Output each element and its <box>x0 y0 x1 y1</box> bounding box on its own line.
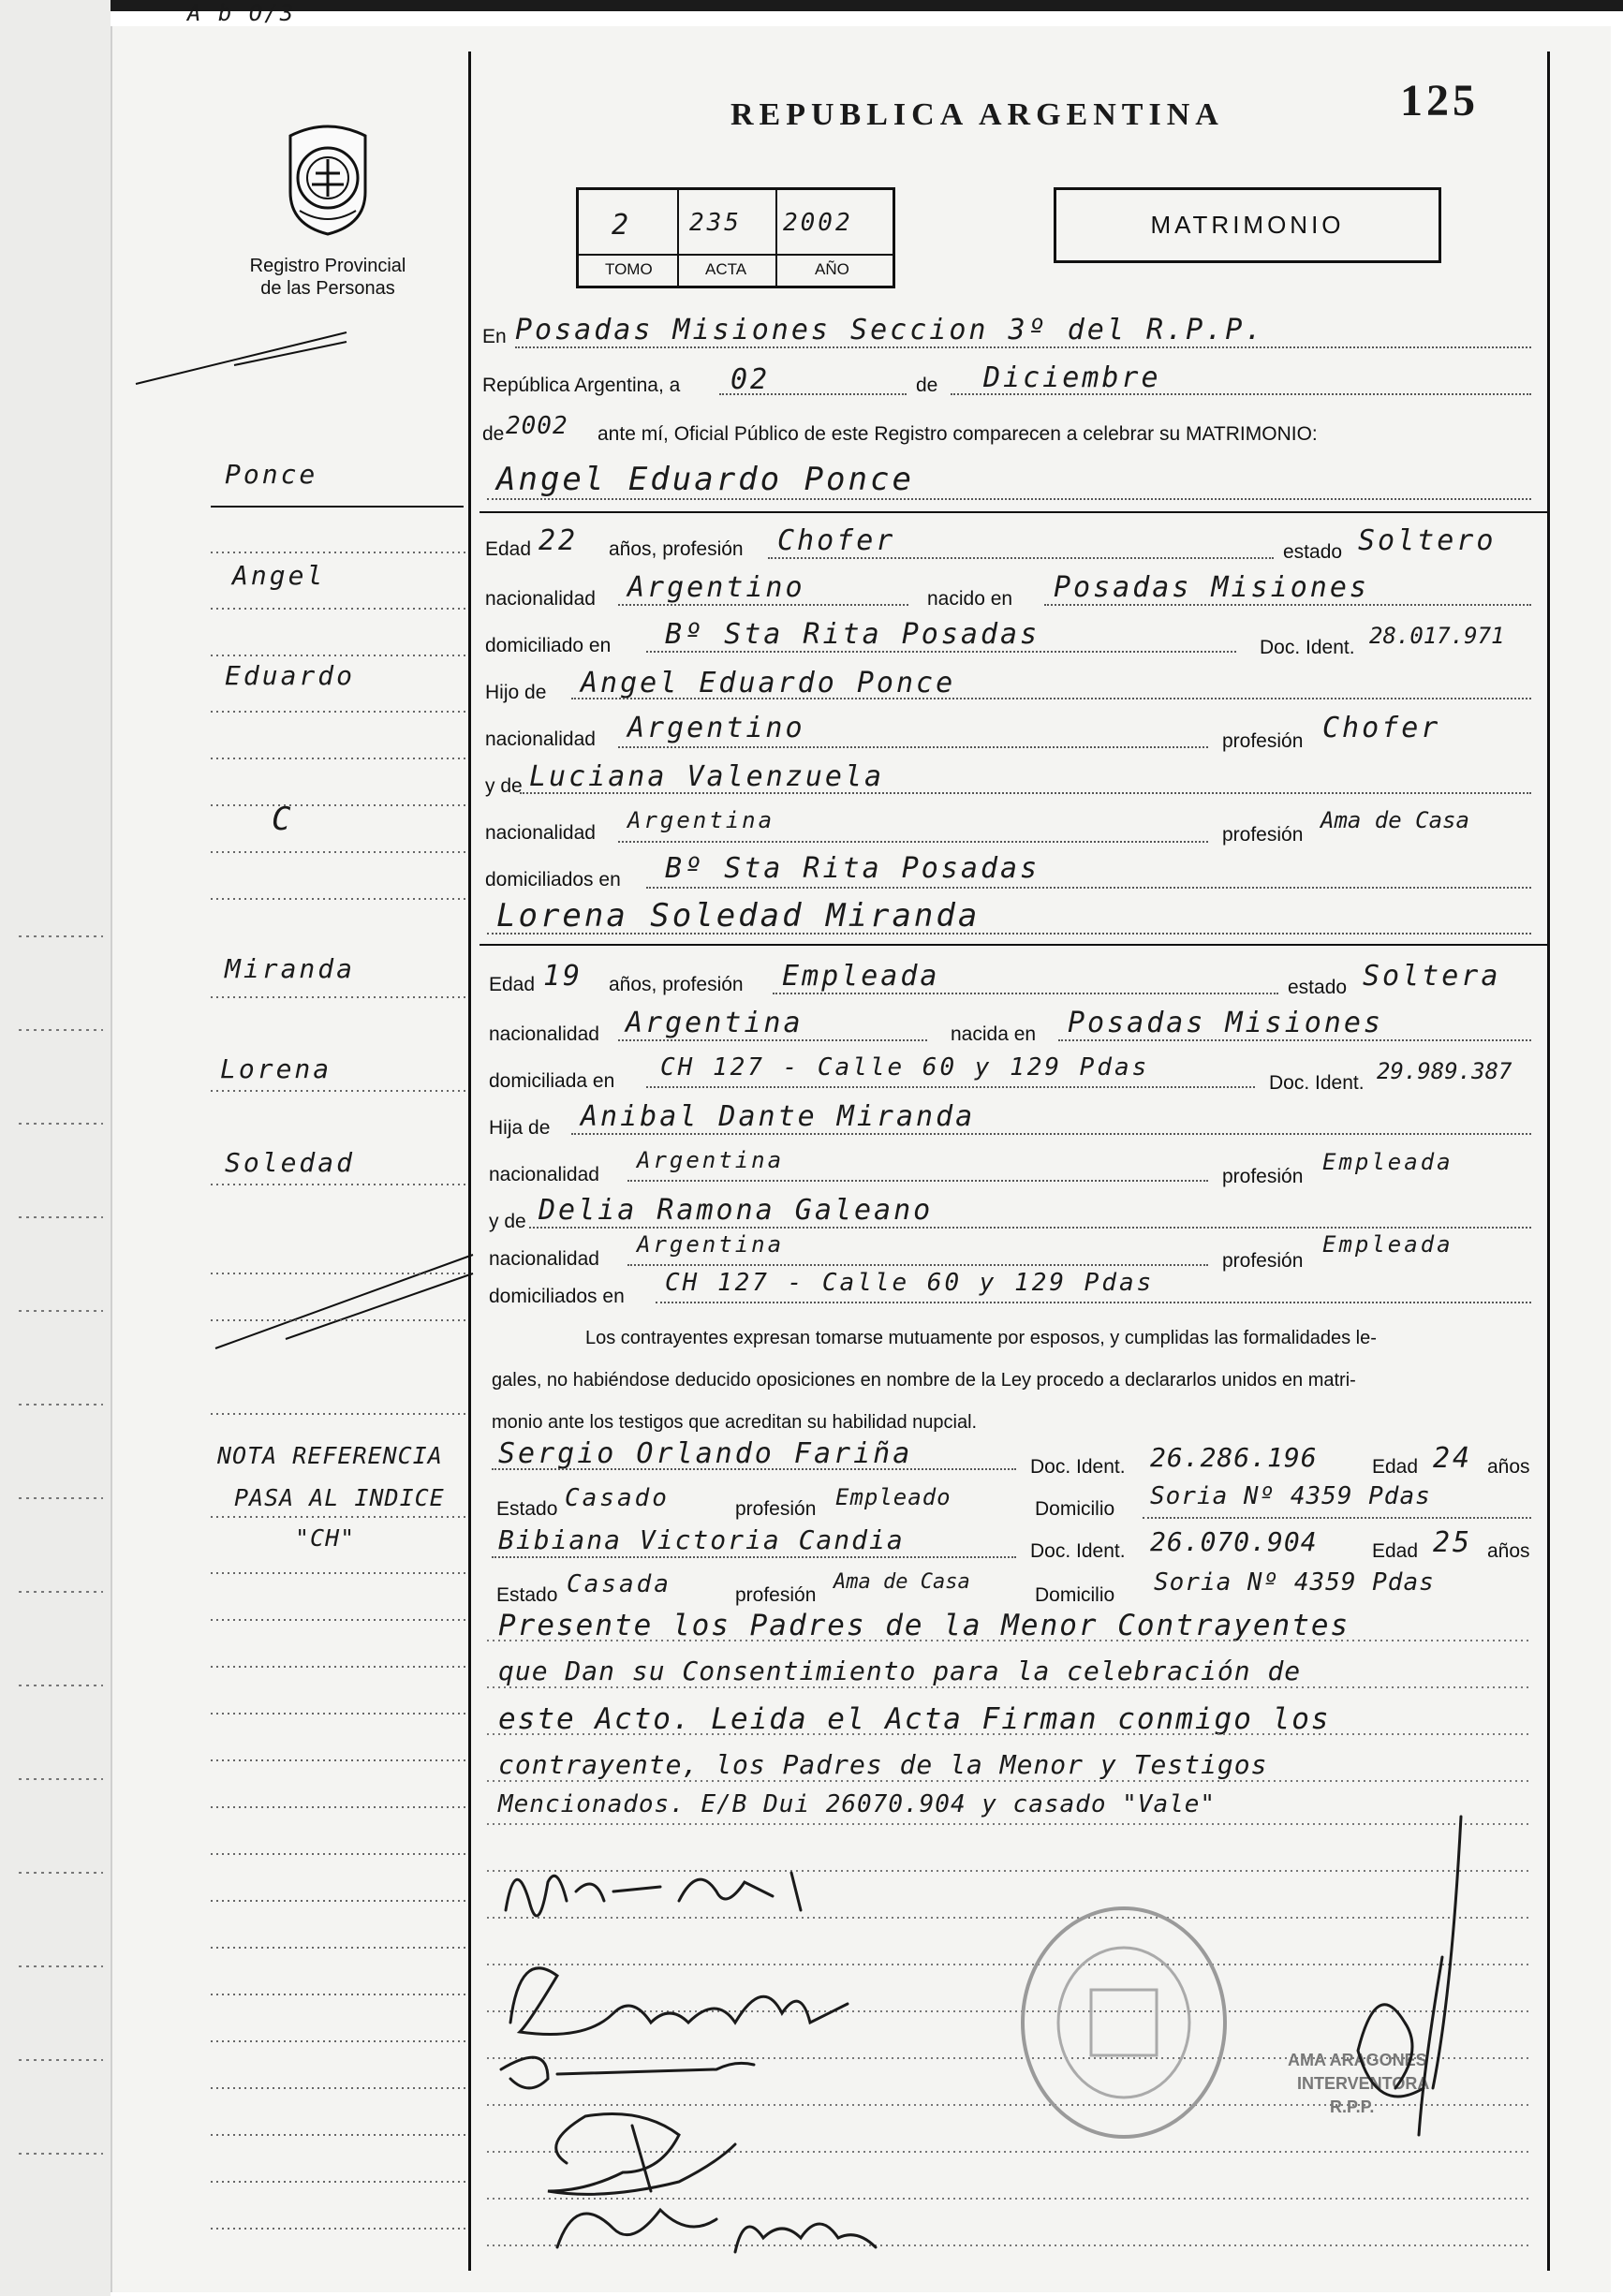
witness-1-dom-label: Domicilio <box>1035 1498 1115 1520</box>
groom-civil-status: Soltero <box>1358 524 1497 557</box>
bride-mother-nationality: Argentina <box>637 1231 785 1258</box>
margin-bride-name-1: Lorena <box>220 1053 332 1084</box>
groom-mother: Luciana Valenzuela <box>529 760 885 793</box>
groom-mother-nationality: Argentina <box>627 807 775 833</box>
witness-2-address: Soria Nº 4359 Pdas <box>1154 1568 1435 1597</box>
groom-father-prof-label: profesión <box>1222 730 1304 752</box>
groom-anos-label: años, profesión <box>609 538 744 560</box>
ceremony-year: 2002 <box>506 412 568 440</box>
officer-signature <box>1302 1807 1489 2163</box>
groom-father-nationality: Argentino <box>627 712 805 744</box>
bride-birthplace: Posadas Misiones <box>1068 1007 1383 1039</box>
margin-divider <box>468 52 471 2271</box>
en-label: En <box>482 326 507 347</box>
note-line-5: Mencionados. E/B Dui 26070.904 y casado "Vale" <box>498 1790 1217 1818</box>
witness-1-document: 26.286.196 <box>1150 1442 1318 1473</box>
stamp-role: INTERVENTORA <box>1297 2074 1430 2093</box>
witness-2-anos-label: años <box>1487 1540 1530 1562</box>
bride-father-prof-label: profesión <box>1222 1166 1304 1187</box>
bride-hija-label: Hija de <box>489 1117 551 1139</box>
bride-profession: Empleada <box>782 960 940 993</box>
bride-doc-label: Doc. Ident. <box>1269 1072 1365 1094</box>
stamp-unit: R.P.P. <box>1330 2097 1375 2116</box>
bride-document: 29.989.387 <box>1377 1058 1512 1084</box>
margin-groom-name-1: Angel <box>232 560 326 591</box>
witness-1-doc-label: Doc. Ident. <box>1030 1456 1126 1478</box>
record-type-box <box>1054 187 1441 263</box>
groom-mother-nac-label: nacionalidad <box>485 822 596 844</box>
witness-2-document: 26.070.904 <box>1150 1526 1318 1557</box>
witness-1-edad-label: Edad <box>1372 1456 1419 1478</box>
ceremony-month: Diciembre <box>983 361 1161 394</box>
bride-age: 19 <box>543 960 583 993</box>
registry-name: Registro Provincial de las Personas <box>249 256 406 299</box>
witness-1-estado-label: Estado <box>496 1498 558 1520</box>
witness-2-name: Bibiana Victoria Candia <box>498 1524 905 1555</box>
note-line-3: este Acto. Leida el Acta Firman conmigo los <box>498 1702 1331 1736</box>
folio-number: 125 <box>1400 76 1479 125</box>
bride-parents-address: CH 127 - Calle 60 y 129 Pdas <box>665 1269 1155 1297</box>
groom-birthplace: Posadas Misiones <box>1054 571 1369 604</box>
bride-yde-label: y de <box>489 1211 526 1232</box>
groom-name: Angel Eduardo Ponce <box>496 461 914 498</box>
groom-father-nac-label: nacionalidad <box>485 729 596 750</box>
groom-mother-prof-label: profesión <box>1222 824 1304 846</box>
groom-nacido-label: nacido en <box>927 588 1013 610</box>
groom-mother-profession: Ama de Casa <box>1321 807 1469 833</box>
margin-bride-name-2: Soledad <box>225 1147 356 1178</box>
bride-separator <box>480 944 1547 946</box>
groom-age: 22 <box>539 524 579 557</box>
witness-2-dom-label: Domicilio <box>1035 1584 1115 1606</box>
witness-2-profession: Ama de Casa <box>834 1570 970 1594</box>
groom-father-profession: Chofer <box>1322 712 1441 744</box>
top-scribble: A b O/3 <box>187 0 296 26</box>
acta-label: ACTA <box>705 260 747 278</box>
previous-page-ruling <box>0 0 111 2296</box>
groom-nac-label: nacionalidad <box>485 588 596 610</box>
margin-note-3: "CH" <box>295 1524 356 1552</box>
groom-address: Bº Sta Rita Posadas <box>665 618 1040 651</box>
groom-dom-label: domiciliado en <box>485 635 612 656</box>
republic-label: República Argentina, a <box>482 375 681 396</box>
groom-profession: Chofer <box>777 524 896 557</box>
bride-mother-nac-label: nacionalidad <box>489 1248 599 1270</box>
bride-mother: Delia Ramona Galeano <box>539 1194 934 1227</box>
groom-parents-dom-label: domiciliados en <box>485 869 621 890</box>
bride-father-profession: Empleada <box>1322 1149 1453 1175</box>
witness-1-prof-label: profesión <box>735 1498 817 1520</box>
record-type: MATRIMONIO <box>1150 211 1345 239</box>
witness-1-age: 24 <box>1433 1442 1473 1475</box>
groom-estado-label: estado <box>1283 541 1343 563</box>
margin-note-1: NOTA REFERENCIA <box>217 1442 443 1469</box>
witness-1-civil-status: Casado <box>565 1484 670 1512</box>
groom-document: 28.017.971 <box>1369 623 1505 649</box>
bride-estado-label: estado <box>1288 977 1348 998</box>
witness-2-prof-label: profesión <box>735 1584 817 1606</box>
ceremony-place: Posadas Misiones Seccion 3º del R.P.P. <box>515 314 1265 346</box>
bride-father-nationality: Argentina <box>637 1147 785 1173</box>
note-line-4: contrayente, los Padres de la Menor y Testigos <box>498 1749 1268 1780</box>
margin-ruling <box>211 524 468 2266</box>
registry-stamp-icon <box>1016 1901 1232 2144</box>
statement-line-3: monio ante los testigos que acreditan su habilidad nupcial. <box>492 1412 978 1433</box>
witness-2-estado-label: Estado <box>496 1584 558 1606</box>
tomo-label: TOMO <box>605 260 653 278</box>
groom-parents-address: Bº Sta Rita Posadas <box>665 852 1040 885</box>
bride-father: Anibal Dante Miranda <box>581 1100 976 1133</box>
bride-father-nac-label: nacionalidad <box>489 1164 599 1185</box>
stamp-official: AMA ARAGONES <box>1288 2051 1427 2069</box>
bride-mother-profession: Empleada <box>1322 1231 1453 1258</box>
record-number-box <box>576 187 895 288</box>
groom-nationality: Argentino <box>627 571 805 604</box>
ano-label: AÑO <box>815 260 849 278</box>
margin-groom-surname: Ponce <box>225 459 318 490</box>
provincial-seal-icon <box>276 117 379 239</box>
bride-nac-label: nacionalidad <box>489 1023 599 1045</box>
witness-2-edad-label: Edad <box>1372 1540 1419 1562</box>
tomo-value: 2 <box>612 209 632 242</box>
witness-2-age: 25 <box>1433 1526 1473 1559</box>
groom-hijo-label: Hijo de <box>485 682 547 703</box>
right-border <box>1547 52 1550 2271</box>
note-line-1: Presente los Padres de la Menor Contrayentes <box>498 1609 1350 1642</box>
bride-mother-prof-label: profesión <box>1222 1250 1304 1272</box>
signatures-block <box>492 1835 1016 2266</box>
margin-groom-name-2: Eduardo <box>225 660 356 691</box>
statement-line-1: Los contrayentes expresan tomarse mutuamente por esposos, y cumplidas las formalidades le- <box>585 1328 1377 1348</box>
bride-nationality: Argentina <box>626 1007 804 1039</box>
groom-doc-label: Doc. Ident. <box>1260 637 1355 658</box>
bride-parents-dom-label: domiciliados en <box>489 1286 625 1307</box>
bride-nacida-label: nacida en <box>951 1023 1037 1045</box>
acta-value: 235 <box>689 209 742 237</box>
year-label: de <box>482 423 505 445</box>
groom-edad-label: Edad <box>485 538 532 560</box>
margin-connector: C <box>272 801 294 838</box>
margin-note-2: PASA AL INDICE <box>234 1484 445 1511</box>
country-title: REPUBLICA ARGENTINA <box>730 97 1224 132</box>
bride-edad-label: Edad <box>489 974 536 995</box>
witness-1-anos-label: años <box>1487 1456 1530 1478</box>
statement-line-2: gales, no habiéndose deducido oposiciones en nombre de la Ley procedo a declararlos unidos en matri- <box>492 1370 1356 1391</box>
note-line-2: que Dan su Consentimiento para la celebración de <box>498 1656 1302 1686</box>
margin-bride-surname: Miranda <box>225 953 356 984</box>
intro-closing: ante mí, Oficial Público de este Registro comparecen a celebrar su MATRIMONIO: <box>598 423 1318 445</box>
ceremony-day: 02 <box>730 363 771 396</box>
witness-2-civil-status: Casada <box>567 1570 671 1598</box>
witness-2-doc-label: Doc. Ident. <box>1030 1540 1126 1562</box>
bride-dom-label: domiciliada en <box>489 1070 615 1092</box>
ano-value: 2002 <box>783 209 853 237</box>
bride-civil-status: Soltera <box>1363 960 1501 993</box>
witness-1-name: Sergio Orlando Fariña <box>498 1437 913 1470</box>
witness-1-profession: Empleado <box>835 1484 952 1510</box>
groom-separator <box>480 511 1547 513</box>
bride-anos-label: años, profesión <box>609 974 744 995</box>
groom-father: Angel Eduardo Ponce <box>581 667 956 699</box>
bride-address: CH 127 - Calle 60 y 129 Pdas <box>660 1053 1150 1082</box>
witness-1-address: Soria Nº 4359 Pdas <box>1150 1482 1431 1510</box>
margin-cross-line-1 <box>131 318 356 393</box>
de-label: de <box>916 375 938 396</box>
groom-yde-label: y de <box>485 775 523 797</box>
bride-name: Lorena Soledad Miranda <box>496 897 981 935</box>
